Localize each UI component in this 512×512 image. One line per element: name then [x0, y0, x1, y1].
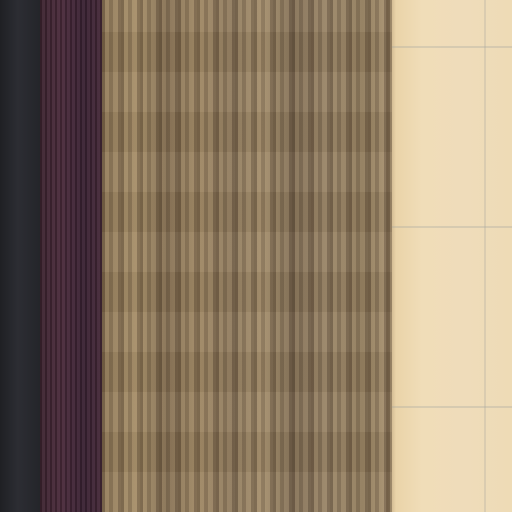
- grid-line: [484, 0, 486, 512]
- dark-strip: [0, 0, 40, 512]
- grid-line: [392, 46, 512, 48]
- edge-shadow: [386, 0, 396, 512]
- grid-line: [392, 226, 512, 228]
- wood-grain-strip: [102, 0, 392, 512]
- grid-line: [392, 406, 512, 408]
- purple-strip: [40, 0, 102, 512]
- paper-strip: [392, 0, 512, 512]
